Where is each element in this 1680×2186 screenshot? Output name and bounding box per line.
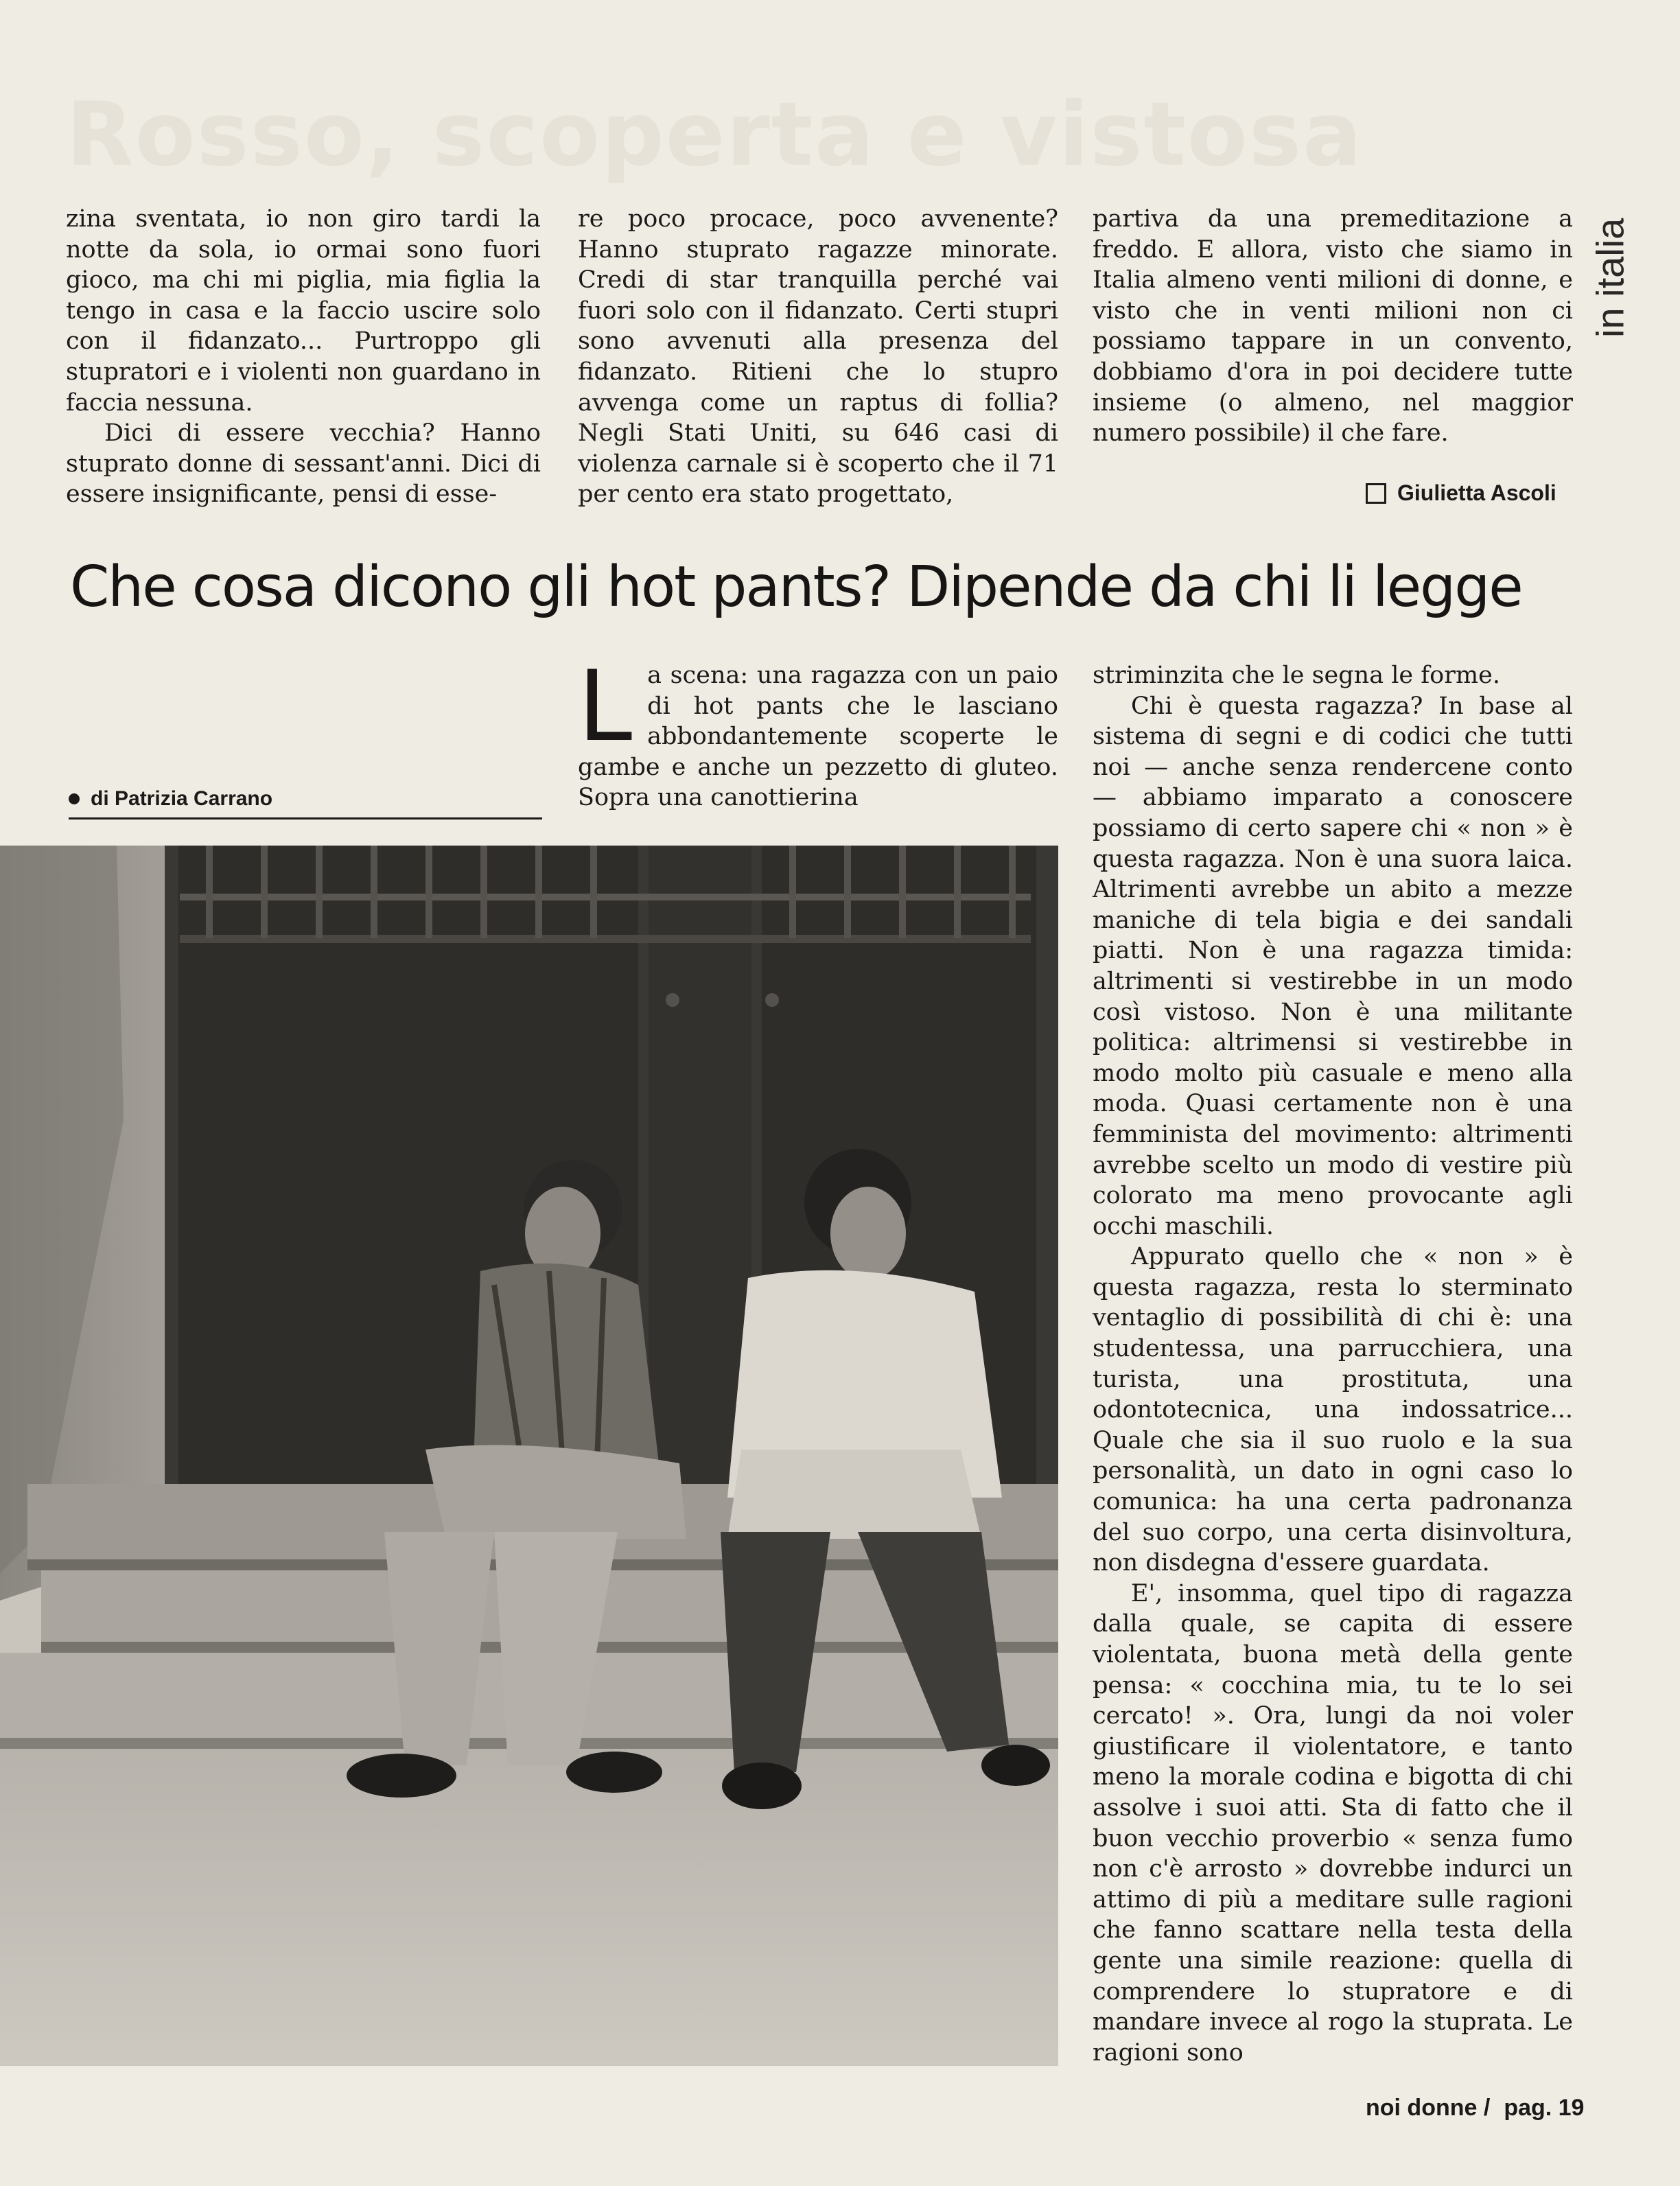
paragraph: Appurato quello che « non » è questa ragazza, resta lo sterminato ventaglio di possibilità di chi è: una studentessa, una parrucchiera, una turista, una prostituta, una odontotecnica, una indossatrice... Quale che sia il suo ruolo e la sua personalità, un dato in ogni caso lo comunica: ha una certa padronanza del suo corpo, una certa disinvoltura, non disdegna d'essere guardata. — [1093, 1243, 1573, 1577]
section-label: in italia — [1588, 218, 1632, 338]
page-number: pag. 19 — [1504, 2095, 1585, 2121]
previous-article-column-3 — [1093, 204, 1573, 449]
article-headline: Che cosa dicono gli hot pants? Dipende da chi li legge — [70, 555, 1522, 620]
article-photo — [0, 846, 1058, 2066]
paragraph: Dici di essere vecchia? Hanno stuprato donne di sessant'anni. Dici di essere insignificante, pensi di esse- — [66, 419, 541, 509]
magazine-name: noi donne / — [1366, 2095, 1491, 2121]
previous-article-column-1 — [66, 204, 541, 510]
byline — [69, 787, 542, 819]
previous-article-column-2 — [578, 204, 1058, 510]
lead-text: a scena: una ragazza con un paio di hot pants che le lasciano abbondantemente scoperte le gambe e anche un pezzetto di gluteo. Sopra una canottierina — [578, 662, 1058, 812]
square-icon — [1366, 483, 1386, 504]
author-name: Giulietta Ascoli — [1397, 480, 1556, 505]
article-column-2 — [1093, 660, 1573, 2068]
paragraph: striminzita che le segna le forme. — [1093, 662, 1501, 689]
paragraph: zina sventata, io non giro tardi la notte da sola, io ormai sono fuori gioco, ma chi mi piglia, mia figlia la tengo in casa e la faccio uscire solo con il fidanzato... Purtroppo gli stupratori e i violenti non guardano in faccia nessuna. — [66, 205, 541, 417]
byline-text: di Patrizia Carrano — [91, 787, 273, 810]
paragraph: partiva da una premeditazione a freddo. E allora, visto che siamo in Italia almeno venti milioni di donne, e visto che in venti milioni non ci possiamo tappare in un convento, dobbiamo d'ora in poi decidere tutte insieme (o almeno, nel maggior numero possibile) il che fare. — [1093, 205, 1573, 447]
paragraph: Chi è questa ragazza? In base al sistema di segni e di codici che tutti noi — anche senza rendercene conto — abbiamo imparato a conoscere possiamo di certo sapere chi « non » è questa ragazza. Non è una suora laica. Altrimenti avrebbe un abito a mezze maniche di tela bigia e dei sandali piatti. Non è una ragazza timida: altrimenti si vestirebbe in un modo così vistoso. Non è una militante politica: altrimensi si vestirebbe in modo molto più casuale e meno alla moda. Quasi certamente non è una femminista del movimento: altrimenti avrebbe scelto un modo di vestire più colorato ma meno provocante agli occhi maschili. — [1093, 692, 1573, 1240]
drop-cap: L — [578, 650, 633, 763]
article-column-1 — [578, 650, 1058, 813]
paragraph: E', insomma, quel tipo di ragazza dalla quale, se capita di essere violentata, buona metà della gente pensa: « cocchina mia, tu te lo sei cercato! ». Ora, lungi da noi voler giustificare il violentatore, e tanto meno la morale codina e bigotta di chi assolve i suoi atti. Sta di fatto che il buon vecchio proverbio « senza fumo non c'è arrosto » dovrebbe indurci un attimo di più a meditare sulle ragioni che fanno scattare nella testa della gente una simile reazione: quella di comprendere lo stupratore e di mandare invece al rogo la stuprata. Le ragioni sono — [1093, 1579, 1573, 2067]
previous-article-signature — [1366, 480, 1556, 506]
page-footer — [1366, 2095, 1584, 2121]
bullet-icon — [69, 793, 80, 804]
paragraph: re poco procace, poco avvenente? Hanno stuprato ragazze minorate. Credi di star tranquilla perché vai fuori solo con il fidanzato. Certi stupri sono avvenuti alla presenza del fidanzato. Ritieni che lo stupro avvenga come un raptus di follia? Negli Stati Uniti, su 646 casi di violenza carnale si è scoperto che il 71 per cento era stato progettato, — [578, 205, 1058, 509]
previous-article-title: Rosso, scoperta e vistosa — [66, 84, 1364, 186]
